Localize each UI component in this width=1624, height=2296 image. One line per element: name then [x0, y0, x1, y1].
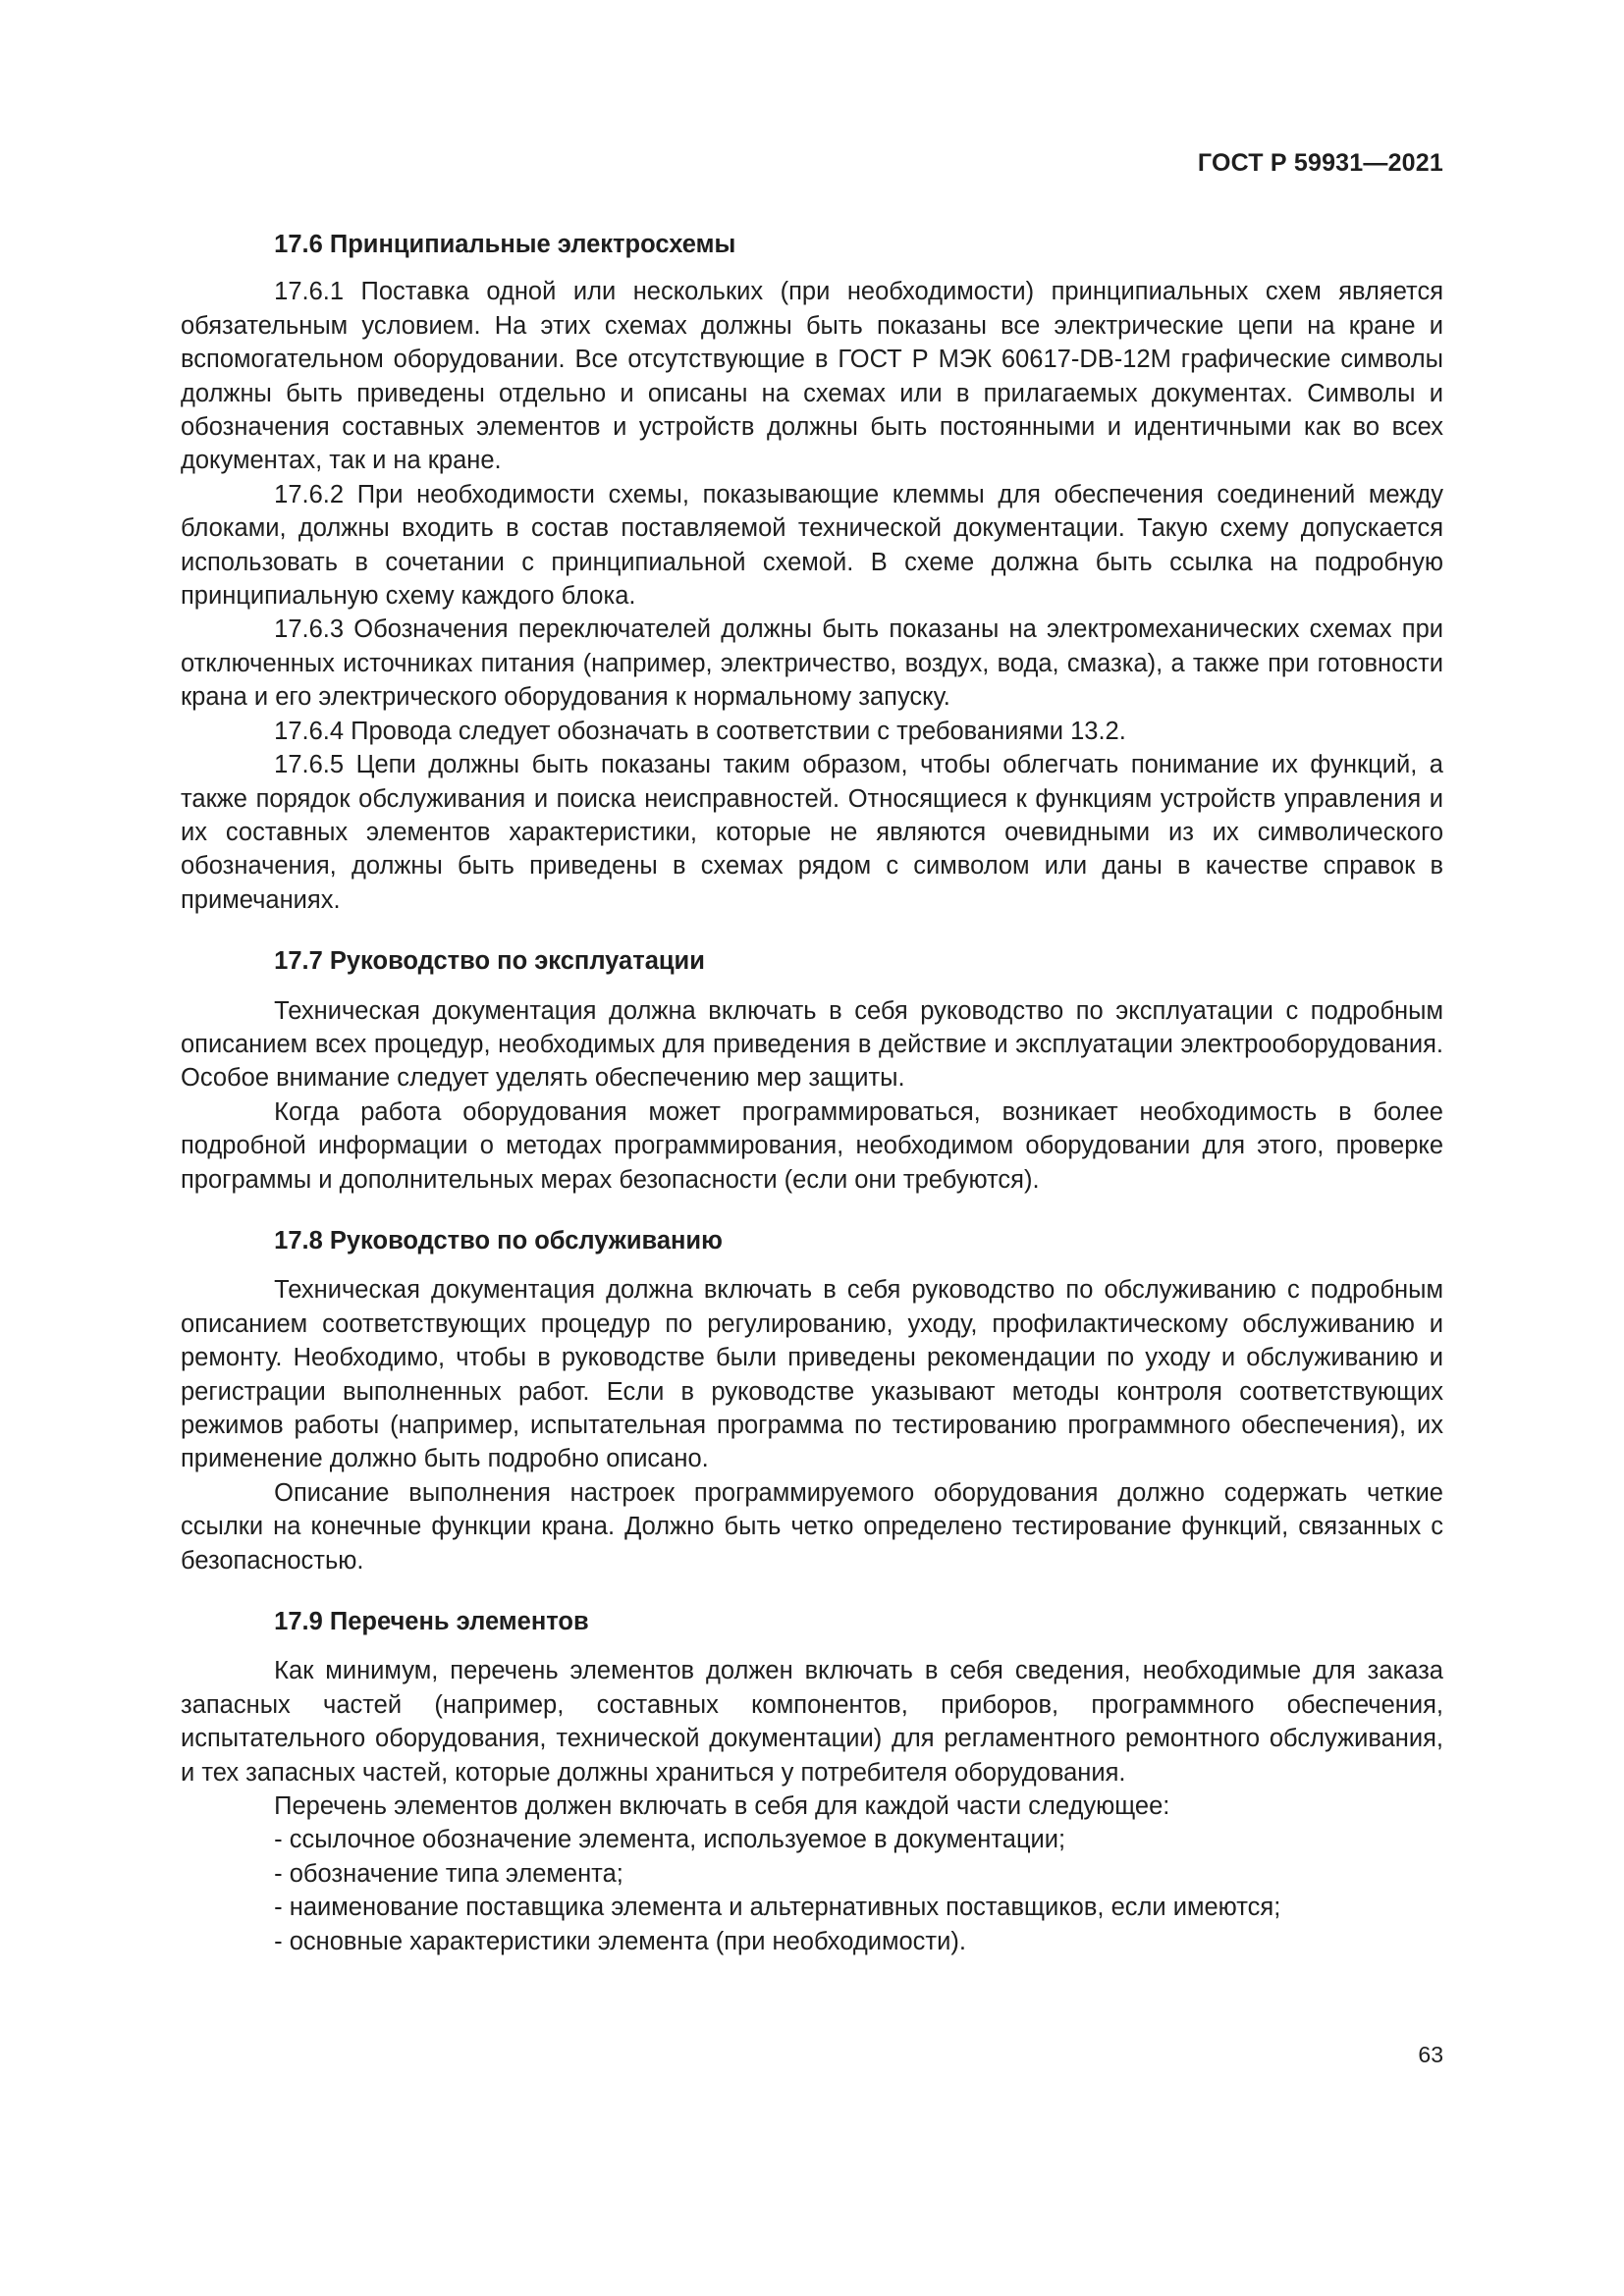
paragraph: Как минимум, перечень элементов должен включать в себя сведения, необходимые для заказа запасных частей (например, составных компонентов, приборов, программного обеспечения, испытательного оборудования, технической документации) для регламентного ремонтного обслуживания, и тех запасных частей, которые должны храниться у потребителя оборудования. — [181, 1657, 1443, 1787]
paragraph: Техническая документация должна включать в себя руководство по обслуживанию с подробным описанием соответствующих процедур по регулированию, уходу, профилактическому обслуживанию и ремонту. Необходимо, чтобы в руководстве были приведены рекомендации по уходу и обслуживанию и регистрации выполненных работ. Если в руководстве указывают методы контроля соответствующих режимов работы (например, испытательная программа по тестированию программного обеспечения), их применение должно быть подробно описано. — [181, 1276, 1443, 1473]
paragraph-17-6-3: 17.6.3 Обозначения переключателей должны быть показаны на электромеханических схемах при отключенных источниках питания (например, электричество, воздух, вода, смазка), а также при готовности крана и его электрического оборудования к нормальному запуску. — [181, 615, 1443, 712]
section-title: 17.7 Руководство по эксплуатации — [274, 947, 705, 976]
document-body — [181, 228, 1443, 1958]
paragraph: Перечень элементов должен включать в себя для каждой части следующее: — [274, 1792, 1170, 1821]
list-item: - ссылочное обозначение элемента, используемое в документации; — [274, 1826, 1066, 1854]
section-17-9 — [181, 1605, 1443, 1958]
paragraph: Техническая документация должна включать в себя руководство по эксплуатации с подробным описанием всех процедур, необходимых для приведения в действие и эксплуатации электрооборудования. Особое внимание следует уделять обеспечению мер защиты. — [181, 996, 1443, 1093]
list-item: - основные характеристики элемента (при необходимости). — [274, 1927, 966, 1955]
page-number: 63 — [1418, 2042, 1443, 2067]
section-title: 17.8 Руководство по обслуживанию — [274, 1226, 723, 1255]
paragraph: Описание выполнения настроек программируемого оборудования должно содержать четкие ссылки на конечные функции крана. Должно быть четко определено тестирование функций, связанных с безопасностью. — [181, 1478, 1443, 1575]
document-id-header: ГОСТ Р 59931—2021 — [1197, 149, 1443, 177]
section-17-8 — [181, 1224, 1443, 1577]
list-item: - наименование поставщика элемента и альтернативных поставщиков, если имеются; — [274, 1894, 1281, 1922]
paragraph-17-6-4: 17.6.4 Провода следует обозначать в соответствии с требованиями 13.2. — [274, 717, 1126, 745]
list-item: - обозначение типа элемента; — [274, 1859, 623, 1888]
paragraph-17-6-2: 17.6.2 При необходимости схемы, показывающие клеммы для обеспечения соединений между блоками, должны входить в состав поставляемой технической документации. Такую схему допускается использовать в сочетании с принципиальной схемой. В схеме должна быть ссылка на подробную принципиальную схему каждого блока. — [181, 480, 1443, 611]
paragraph-17-6-1: 17.6.1 Поставка одной или нескольких (при необходимости) принципиальных схем является обязательным условием. На этих схемах должны быть показаны все электрические цепи на кране и вспомогательном оборудовании. Все отсутствующие в ГОСТ Р МЭК 60617-DB-12M графические символы должны быть приведены отдельно и описаны на схемах или в прилагаемых документах. Символы и обозначения составных элементов и устройств должны быть постоянными и идентичными как во всех документах, так и на кране. — [181, 278, 1443, 475]
section-title: 17.9 Перечень элементов — [274, 1608, 589, 1636]
paragraph-17-6-5: 17.6.5 Цепи должны быть показаны таким образом, чтобы облегчать понимание их функций, а также порядок обслуживания и поиска неисправностей. Относящиеся к функциям устройств управления и их составных элементов характеристики, которые не являются очевидными из их символического обозначения, должны быть приведены в схемах рядом с символом или даны в качестве справок в примечаниях. — [181, 751, 1443, 914]
paragraph: Когда работа оборудования может программироваться, возникает необходимость в более подробной информации о методах программирования, необходимом оборудовании для этого, проверке программы и дополнительных мерах безопасности (если они требуются). — [181, 1097, 1443, 1194]
section-title: 17.6 Принципиальные электросхемы — [274, 231, 736, 258]
section-17-7 — [181, 944, 1443, 1197]
section-17-6 — [181, 228, 1443, 917]
